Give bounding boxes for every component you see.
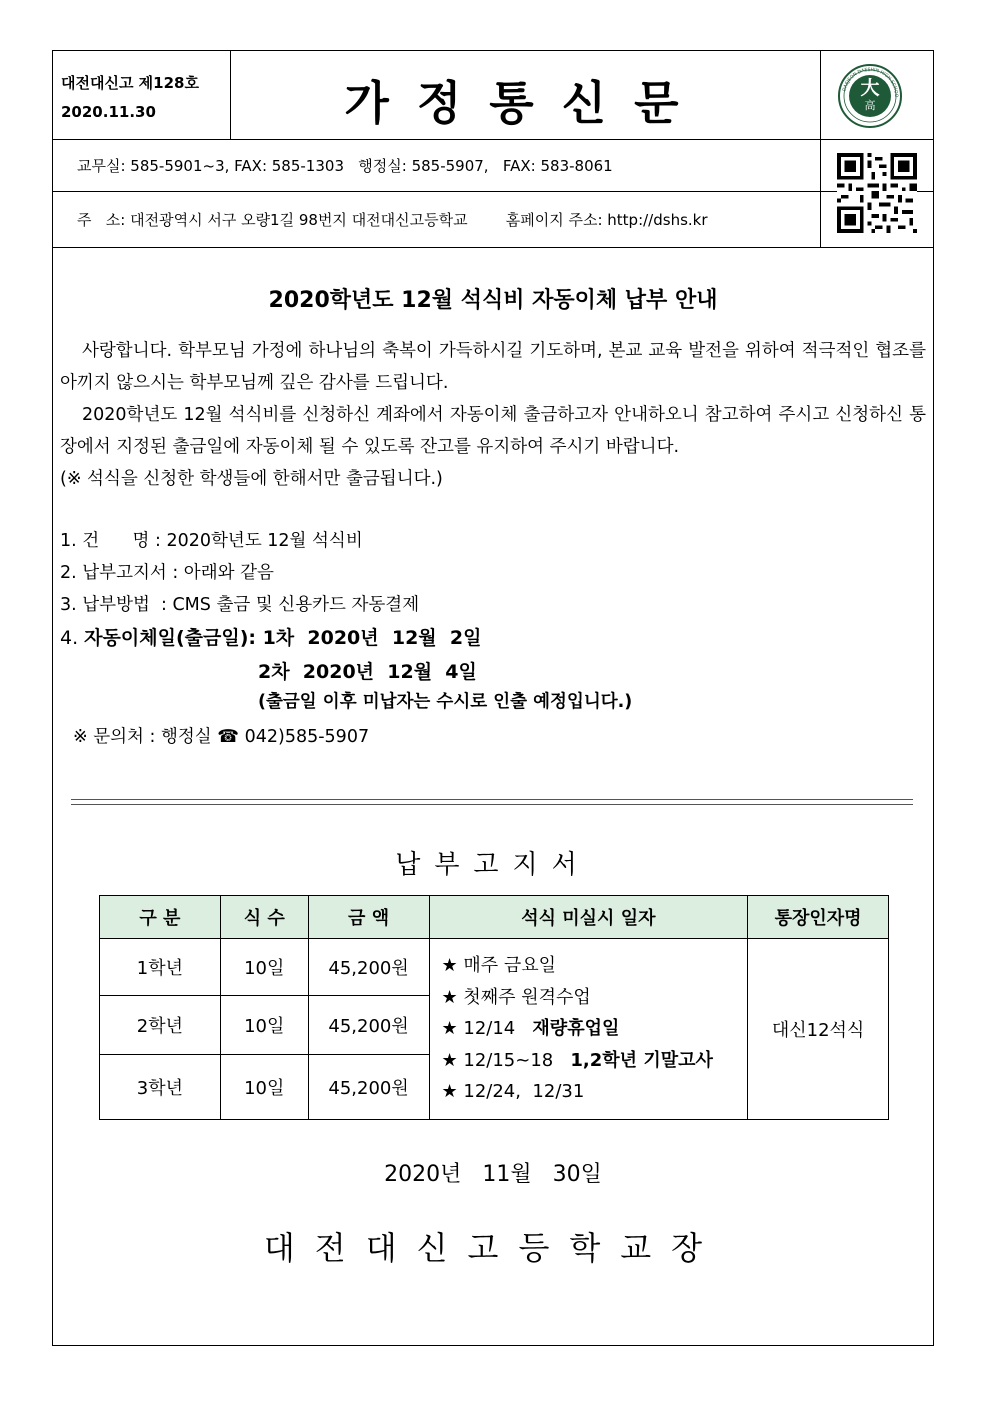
item-bill: 2. 납부고지서 : 아래와 같음 — [60, 563, 274, 583]
issue-date: 2020.11.30 — [61, 103, 156, 121]
date-item: ★ 12/14 재량휴업일 — [441, 1018, 620, 1040]
svg-text:大: 大 — [860, 77, 880, 99]
meal-count-cell: 10일 — [220, 1055, 308, 1120]
amount-cell: 45,200원 — [308, 939, 429, 996]
grade-cell: 2학년 — [100, 996, 221, 1055]
item-number: 4. — [60, 627, 85, 649]
greeting-paragraph: 사랑합니다. 학부모님 가정에 하나님의 축복이 가득하시길 기도하며, 본교 교육 발전을 위하여 적극적인 협조를 아끼지 않으시는 학부모님께 깊은 감사를 드립니다. — [60, 341, 926, 393]
divider — [230, 51, 231, 139]
item-method: 3. 납부방법 : CMS 출금 및 신용카드 자동결제 — [60, 595, 420, 615]
date-item: ★ 매주 금요일 — [441, 955, 557, 977]
item-subject: 1. 건 명 : 2020학년도 12월 석식비 — [60, 531, 363, 551]
note-paragraph: (※ 석식을 신청한 학생들에 한해서만 출금됩니다.) — [60, 469, 443, 489]
issue-date-footer: 2020년 11월 30일 — [384, 1162, 602, 1187]
table-header-row — [100, 896, 889, 939]
issue-number: 대전대신고 제128호 — [61, 74, 199, 92]
item-debit-date — [60, 623, 481, 650]
date-item: ★ 12/24, 12/31 — [441, 1081, 585, 1103]
section-divider — [71, 799, 913, 805]
meal-count-cell: 10일 — [220, 996, 308, 1055]
amount-cell: 45,200원 — [308, 996, 429, 1055]
principal-signature: 대전대신고등학교장 — [263, 1229, 723, 1267]
inquiry-line: ※ 문의처 : 행정실 ☎ 042)585-5907 — [73, 727, 370, 747]
address-line: 주 소: 대전광역시 서구 오량1길 98번지 대전대신고등학교 홈페이지 주소: http://dshs.kr — [77, 211, 708, 229]
column-header: 식 수 — [220, 896, 308, 939]
debit-date-second: 2차 2020년 12월 4일 — [258, 661, 477, 683]
no-meal-dates-cell — [429, 939, 748, 1120]
payment-notice-table — [99, 895, 889, 1120]
date-item: ★ 첫째주 원격수업 — [441, 986, 591, 1008]
notice-paragraph: 2020학년도 12월 석식비를 신청하신 계좌에서 자동이체 출금하고자 안내하오니 참고하여 주시고 신청하신 통장에서 지정된 출금일에 자동이체 될 수 있도록 잔고를 유지하여 주시기 바랍니다. — [60, 405, 926, 457]
table-row — [100, 939, 889, 996]
column-header: 통장인자명 — [748, 896, 889, 939]
column-header: 금 액 — [308, 896, 429, 939]
school-logo — [837, 63, 903, 129]
amount-cell: 45,200원 — [308, 1055, 429, 1120]
page-title: 가정통신문 — [344, 76, 707, 130]
notice-title: 납부고지서 — [395, 850, 591, 880]
svg-text:DAEJEON DAESHIN HIGH SCHOOL: DAEJEON DAESHIN HIGH SCHOO — [842, 67, 899, 98]
debit-date-first: 자동이체일(출금일): 1차 2020년 12월 2일 — [84, 627, 482, 649]
intro-paragraphs — [60, 335, 926, 495]
column-header: 구 분 — [100, 896, 221, 939]
document-frame — [52, 50, 934, 1346]
svg-text:高: 高 — [864, 99, 876, 112]
debit-note: (출금일 이후 미납자는 수시로 인출 예정입니다.) — [258, 692, 633, 712]
column-header: 석식 미실시 일자 — [429, 896, 748, 939]
grade-cell: 1학년 — [100, 939, 221, 996]
date-item: ★ 12/15~18 1,2학년 기말고사 — [441, 1049, 713, 1071]
issue-info — [61, 69, 199, 127]
document-title: 2020학년도 12월 석식비 자동이체 납부 안내 — [268, 288, 718, 313]
contact-line: 교무실: 585-5901~3, FAX: 585-1303 행정실: 585-5907, FAX: 583-8061 — [77, 157, 613, 175]
account-name-cell: 대신12석식 — [748, 939, 889, 1120]
meal-count-cell: 10일 — [220, 939, 308, 996]
grade-cell: 3학년 — [100, 1055, 221, 1120]
qr-code — [837, 153, 917, 233]
